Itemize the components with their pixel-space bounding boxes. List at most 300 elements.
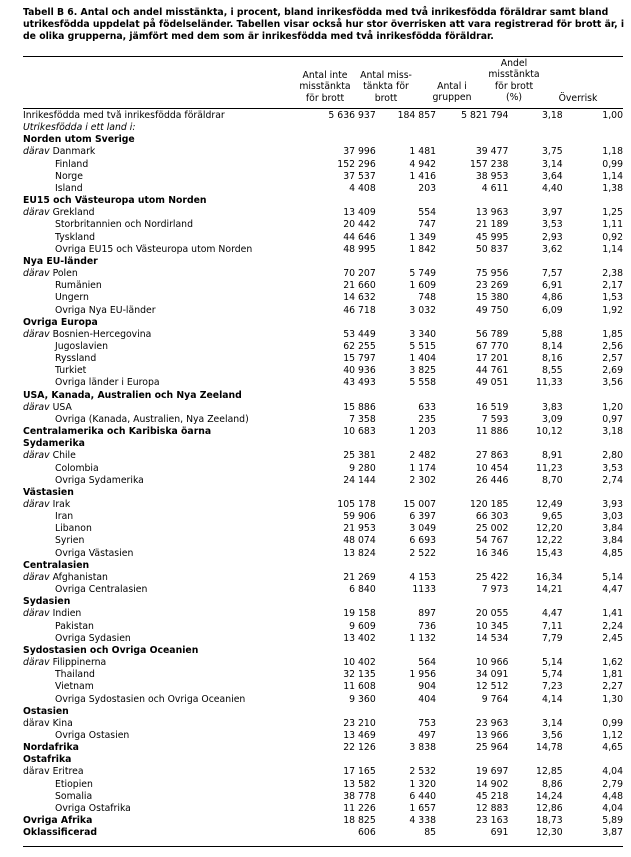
table-row [23, 633, 623, 645]
cell-not-suspected: 9 609 [349, 620, 376, 632]
cell-excess-risk [563, 122, 623, 134]
cell-suspected: 736 [418, 620, 437, 632]
cell-share: 3,14 [541, 717, 563, 729]
row-label: därav Irak [23, 499, 71, 510]
row-label: därav Grekland [23, 207, 95, 219]
cell-not-suspected: 21 269 [343, 571, 376, 583]
cell-group-size [436, 706, 508, 718]
table-row [23, 742, 623, 754]
row-label: Sydasien [23, 596, 71, 608]
cell-suspected: 85 [424, 827, 437, 839]
cell-suspected: 5 558 [409, 377, 437, 389]
cell-share [508, 596, 562, 608]
cell-suspected [376, 596, 436, 608]
row-label: Övriga Europa [23, 316, 98, 328]
cell-suspected [376, 122, 436, 134]
cell-group-size: 27 863 [475, 450, 509, 462]
cell-share: 9,65 [541, 511, 563, 523]
cell-excess-risk: 3,56 [602, 377, 623, 389]
row-label: Somalia [55, 790, 93, 802]
cell-group-size: 38 953 [475, 170, 509, 182]
cell-suspected: 1 609 [409, 280, 437, 292]
cell-not-suspected [296, 195, 375, 207]
row-label: Övriga Nya EU-länder [55, 304, 156, 316]
cell-suspected: 747 [418, 219, 437, 231]
cell-share: 8,14 [541, 340, 563, 352]
row-label: Övriga Sydasien [55, 632, 131, 644]
cell-suspected: 3 825 [409, 365, 437, 377]
cell-suspected: 4 338 [409, 815, 437, 827]
cell-excess-risk: 0,92 [602, 231, 623, 243]
cell-group-size: 45 218 [475, 790, 509, 802]
row-label: EU15 och Västeuropa utom Norden [23, 195, 207, 207]
cell-suspected: 1 174 [409, 462, 437, 474]
cell-not-suspected [296, 122, 375, 134]
header-col-group-size: Antal i gruppen [432, 81, 472, 104]
table-row [23, 827, 623, 839]
row-label: Övriga Östafrika [55, 802, 131, 814]
cell-share: 7,11 [541, 620, 563, 632]
cell-not-suspected: 38 778 [343, 790, 376, 802]
table-row [23, 584, 623, 596]
table-bottom-rule [23, 846, 623, 847]
cell-group-size [436, 487, 508, 499]
cell-excess-risk [563, 438, 623, 450]
cell-share [508, 390, 562, 402]
cell-suspected: 554 [418, 207, 437, 219]
table-row [23, 463, 623, 475]
cell-suspected: 633 [418, 401, 437, 413]
row-label: Ryssland [55, 353, 97, 365]
row-label: Tyskland [55, 231, 96, 243]
cell-not-suspected: 15 886 [343, 401, 376, 413]
cell-share: 3,97 [541, 207, 563, 219]
table-row [23, 621, 623, 633]
table-row [23, 706, 623, 718]
row-label: Övriga Centralasien [55, 584, 148, 596]
row-label: Östasien [23, 705, 69, 717]
cell-group-size: 12 512 [475, 681, 509, 693]
cell-share: 14,21 [536, 584, 563, 596]
cell-suspected: 497 [418, 729, 437, 741]
row-label: Övriga Sydostasien och Övriga Oceanien [55, 693, 246, 705]
table-row [23, 694, 623, 706]
cell-suspected: 1133 [412, 584, 437, 596]
cell-share: 7,79 [541, 632, 563, 644]
row-label: därav Afghanistan [23, 571, 108, 583]
table-row [23, 341, 623, 353]
cell-excess-risk: 1,11 [602, 219, 623, 231]
cell-share [508, 256, 562, 268]
table-row [23, 645, 623, 657]
cell-suspected [376, 560, 436, 572]
table-row [23, 268, 623, 280]
cell-excess-risk: 3,18 [602, 426, 623, 438]
cell-not-suspected: 37 537 [343, 170, 376, 182]
cell-excess-risk [563, 134, 623, 146]
cell-excess-risk: 2,80 [602, 450, 623, 462]
cell-share: 12,20 [536, 523, 563, 535]
row-label: Jugoslavien [55, 340, 109, 352]
cell-suspected: 1 132 [409, 632, 437, 644]
cell-excess-risk: 0,97 [602, 413, 623, 425]
cell-excess-risk: 4,85 [602, 547, 623, 559]
row-label: Centralamerika och Karibiska öarna [23, 426, 212, 438]
cell-not-suspected: 152 296 [337, 158, 376, 170]
cell-excess-risk: 2,69 [602, 365, 623, 377]
cell-share: 4,14 [541, 693, 563, 705]
row-label: Nya EU-länder [23, 255, 98, 267]
cell-suspected: 203 [418, 182, 437, 194]
cell-share: 5,74 [541, 669, 563, 681]
cell-group-size: 75 956 [475, 268, 509, 280]
cell-excess-risk: 1,25 [602, 207, 623, 219]
cell-excess-risk [563, 487, 623, 499]
cell-not-suspected: 43 493 [343, 377, 376, 389]
cell-not-suspected [296, 256, 375, 268]
cell-not-suspected: 32 135 [343, 669, 376, 681]
cell-not-suspected: 48 995 [343, 243, 376, 255]
cell-group-size [436, 256, 508, 268]
cell-group-size: 44 761 [475, 365, 509, 377]
cell-excess-risk: 3,93 [602, 499, 623, 510]
cell-suspected: 15 007 [403, 499, 437, 510]
row-label: Sydostasien och Övriga Oceanien [23, 644, 199, 656]
cell-share: 3,53 [541, 219, 563, 231]
cell-group-size: 4 611 [481, 182, 509, 194]
cell-excess-risk: 1,00 [602, 110, 623, 121]
header-top-rule [23, 56, 623, 57]
cell-suspected: 1 203 [409, 426, 437, 438]
row-label: Sydamerika [23, 438, 85, 450]
cell-suspected: 1 320 [409, 778, 437, 790]
row-label: Övriga Västasien [55, 547, 134, 559]
table-row [23, 815, 623, 827]
row-label: Norden utom Sverige [23, 134, 135, 146]
table-row [23, 669, 623, 681]
row-label: USA, Kanada, Australien och Nya Zeeland [23, 389, 242, 401]
cell-excess-risk: 2,24 [602, 620, 623, 632]
cell-group-size: 25 964 [475, 742, 509, 754]
table-row [23, 572, 623, 584]
cell-suspected: 1 481 [409, 146, 437, 158]
cell-share: 2,93 [541, 231, 563, 243]
row-label: därav Danmark [23, 146, 96, 158]
cell-not-suspected [296, 134, 375, 146]
table-row [23, 608, 623, 620]
cell-share [508, 754, 562, 766]
cell-suspected: 2 522 [409, 547, 437, 559]
cell-excess-risk: 2,57 [602, 353, 623, 365]
cell-share [508, 560, 562, 572]
cell-share: 3,18 [541, 110, 563, 121]
cell-group-size: 56 789 [475, 328, 509, 340]
cell-group-size [436, 390, 508, 402]
cell-group-size: 21 189 [475, 219, 509, 231]
header-bottom-rule [23, 108, 623, 109]
cell-group-size: 14 902 [475, 778, 509, 790]
table-row [23, 718, 623, 730]
cell-suspected [376, 256, 436, 268]
cell-share [508, 645, 562, 657]
cell-suspected [376, 754, 436, 766]
cell-not-suspected [296, 390, 375, 402]
table-row [23, 803, 623, 815]
cell-excess-risk: 2,27 [602, 681, 623, 693]
cell-share: 11,23 [536, 462, 563, 474]
table-row [23, 171, 623, 183]
row-label: Libanon [55, 523, 92, 535]
table-row [23, 560, 623, 572]
cell-excess-risk: 4,47 [602, 584, 623, 596]
table-row [23, 159, 623, 171]
row-label: Rumänien [55, 280, 102, 292]
cell-not-suspected: 70 207 [343, 268, 376, 280]
cell-suspected: 404 [418, 693, 437, 705]
table-row [23, 146, 623, 158]
table-row [23, 183, 623, 195]
cell-not-suspected [296, 560, 375, 572]
cell-suspected: 5 749 [409, 268, 437, 280]
cell-not-suspected [296, 645, 375, 657]
table-row [23, 244, 623, 256]
cell-not-suspected: 21 953 [343, 523, 376, 535]
cell-suspected: 2 532 [409, 766, 437, 778]
cell-group-size [436, 754, 508, 766]
row-label: därav Indien [23, 608, 82, 620]
cell-suspected: 184 857 [397, 110, 437, 121]
cell-suspected: 904 [418, 681, 437, 693]
cell-not-suspected: 17 165 [343, 766, 376, 778]
table-row [23, 499, 623, 511]
cell-share: 3,14 [541, 158, 563, 170]
cell-group-size [436, 645, 508, 657]
cell-excess-risk: 3,53 [602, 462, 623, 474]
table-row [23, 195, 623, 207]
cell-group-size: 67 770 [475, 340, 509, 352]
cell-share: 4,47 [541, 608, 563, 620]
cell-share: 7,57 [541, 268, 563, 280]
cell-group-size: 50 837 [475, 243, 509, 255]
cell-share: 3,56 [541, 729, 563, 741]
cell-excess-risk [563, 195, 623, 207]
cell-excess-risk [563, 706, 623, 718]
cell-share [508, 317, 562, 329]
table-row [23, 523, 623, 535]
cell-not-suspected: 105 178 [337, 499, 376, 510]
table-row [23, 438, 623, 450]
cell-excess-risk: 2,45 [602, 632, 623, 644]
cell-group-size: 10 345 [475, 620, 509, 632]
row-label: Övriga Afrika [23, 815, 93, 827]
cell-group-size: 49 051 [475, 377, 509, 389]
cell-share [508, 438, 562, 450]
cell-group-size: 39 477 [475, 146, 509, 158]
cell-not-suspected: 48 074 [343, 535, 376, 547]
cell-not-suspected [296, 487, 375, 499]
cell-share: 12,85 [536, 766, 563, 778]
table-row [23, 535, 623, 547]
cell-group-size: 691 [490, 827, 509, 839]
row-label: Östafrika [23, 754, 72, 766]
cell-excess-risk: 1,85 [602, 328, 623, 340]
cell-group-size: 13 963 [475, 207, 509, 219]
cell-not-suspected: 21 660 [343, 280, 376, 292]
cell-group-size: 25 422 [475, 571, 509, 583]
cell-group-size: 17 201 [475, 353, 509, 365]
cell-suspected: 3 340 [409, 328, 437, 340]
cell-group-size: 20 055 [475, 608, 509, 620]
row-label: Centralasien [23, 559, 90, 571]
cell-group-size: 7 593 [481, 413, 509, 425]
cell-share: 16,34 [536, 571, 563, 583]
cell-not-suspected: 44 646 [343, 231, 376, 243]
row-label: Övriga EU15 och Västeuropa utom Norden [55, 243, 253, 255]
cell-not-suspected: 14 632 [343, 292, 376, 304]
table-row [23, 475, 623, 487]
cell-share: 4,40 [541, 182, 563, 194]
row-label: Inrikesfödda med två inrikesfödda föräldrar [23, 110, 225, 121]
cell-group-size [436, 134, 508, 146]
cell-group-size: 13 966 [475, 729, 509, 741]
cell-suspected: 564 [418, 657, 437, 669]
cell-excess-risk: 4,04 [602, 766, 623, 778]
cell-excess-risk: 1,53 [602, 292, 623, 304]
cell-not-suspected: 13 824 [343, 547, 376, 559]
table-row [23, 596, 623, 608]
cell-not-suspected: 11 226 [343, 802, 376, 814]
row-label: därav Filippinerna [23, 657, 107, 669]
cell-not-suspected: 46 718 [343, 304, 376, 316]
row-label: Storbritannien och Nordirland [55, 219, 193, 231]
cell-excess-risk [563, 256, 623, 268]
cell-excess-risk: 1,14 [602, 243, 623, 255]
header-col-excess-risk: Överrisk [558, 93, 598, 104]
table-row [23, 681, 623, 693]
row-label: Nordafrika [23, 742, 79, 754]
row-label: Västasien [23, 486, 74, 498]
cell-suspected: 897 [418, 608, 437, 620]
cell-excess-risk: 2,17 [602, 280, 623, 292]
cell-group-size: 14 534 [475, 632, 509, 644]
cell-group-size: 19 697 [475, 766, 509, 778]
cell-suspected [376, 487, 436, 499]
cell-share: 4,86 [541, 292, 563, 304]
row-label: Norge [55, 170, 83, 182]
table-row [23, 329, 623, 341]
cell-suspected: 1 657 [409, 802, 437, 814]
cell-suspected: 6 397 [409, 511, 437, 523]
cell-group-size: 23 963 [475, 717, 509, 729]
cell-excess-risk: 1,14 [602, 170, 623, 182]
cell-excess-risk [563, 754, 623, 766]
cell-share: 3,83 [541, 401, 563, 413]
cell-suspected: 1 842 [409, 243, 437, 255]
cell-group-size: 16 519 [475, 401, 509, 413]
row-label: därav Eritrea [23, 766, 84, 778]
cell-not-suspected: 24 144 [343, 474, 376, 486]
cell-share [508, 195, 562, 207]
cell-excess-risk: 2,74 [602, 474, 623, 486]
cell-suspected: 4 153 [409, 571, 437, 583]
cell-excess-risk: 4,65 [602, 742, 623, 754]
row-label: Vietnam [55, 681, 94, 693]
cell-suspected [376, 390, 436, 402]
table-row [23, 779, 623, 791]
cell-not-suspected: 19 158 [343, 608, 376, 620]
cell-not-suspected: 53 449 [343, 328, 376, 340]
cell-not-suspected [296, 706, 375, 718]
cell-group-size: 54 767 [475, 535, 509, 547]
cell-share: 3,64 [541, 170, 563, 182]
cell-excess-risk: 2,38 [602, 268, 623, 280]
cell-not-suspected: 23 210 [343, 717, 376, 729]
cell-not-suspected [296, 317, 375, 329]
cell-not-suspected: 9 280 [349, 462, 376, 474]
row-label: Finland [55, 158, 89, 170]
cell-not-suspected: 13 469 [343, 729, 376, 741]
cell-not-suspected: 20 442 [343, 219, 376, 231]
cell-not-suspected: 10 402 [343, 657, 376, 669]
cell-suspected: 5 515 [409, 340, 437, 352]
cell-not-suspected: 13 409 [343, 207, 376, 219]
table-row [23, 548, 623, 560]
cell-share: 6,09 [541, 304, 563, 316]
cell-group-size [436, 122, 508, 134]
cell-suspected: 2 482 [409, 450, 437, 462]
cell-excess-risk: 1,12 [602, 729, 623, 741]
cell-share: 14,78 [536, 742, 563, 754]
row-label: Turkiet [55, 365, 87, 377]
cell-not-suspected [296, 596, 375, 608]
table-row [23, 365, 623, 377]
cell-not-suspected: 5 636 937 [328, 110, 376, 121]
cell-not-suspected: 59 906 [343, 511, 376, 523]
cell-suspected: 3 032 [409, 304, 437, 316]
row-label: därav USA [23, 401, 72, 413]
row-label: Övriga Sydamerika [55, 474, 144, 486]
cell-excess-risk: 3,87 [602, 827, 623, 839]
cell-suspected: 1 956 [409, 669, 437, 681]
cell-share [508, 706, 562, 718]
cell-share [508, 122, 562, 134]
cell-not-suspected [296, 438, 375, 450]
cell-suspected [376, 706, 436, 718]
cell-not-suspected: 18 825 [343, 815, 376, 827]
cell-not-suspected: 4 408 [349, 182, 376, 194]
cell-share: 14,24 [536, 790, 563, 802]
cell-excess-risk: 1,20 [602, 401, 623, 413]
cell-suspected: 1 349 [409, 231, 437, 243]
cell-group-size: 23 269 [475, 280, 509, 292]
cell-excess-risk: 3,03 [602, 511, 623, 523]
cell-share: 3,75 [541, 146, 563, 158]
table-row [23, 791, 623, 803]
cell-suspected: 3 049 [409, 523, 437, 535]
row-label: Ungern [55, 292, 89, 304]
cell-excess-risk: 1,41 [602, 608, 623, 620]
cell-share [508, 487, 562, 499]
cell-group-size: 66 303 [475, 511, 509, 523]
table-row [23, 377, 623, 389]
table-row [23, 317, 623, 329]
cell-group-size [436, 317, 508, 329]
cell-group-size [436, 596, 508, 608]
cell-excess-risk: 3,84 [602, 535, 623, 547]
table-row [23, 487, 623, 499]
cell-excess-risk: 0,99 [602, 158, 623, 170]
cell-suspected: 748 [418, 292, 437, 304]
